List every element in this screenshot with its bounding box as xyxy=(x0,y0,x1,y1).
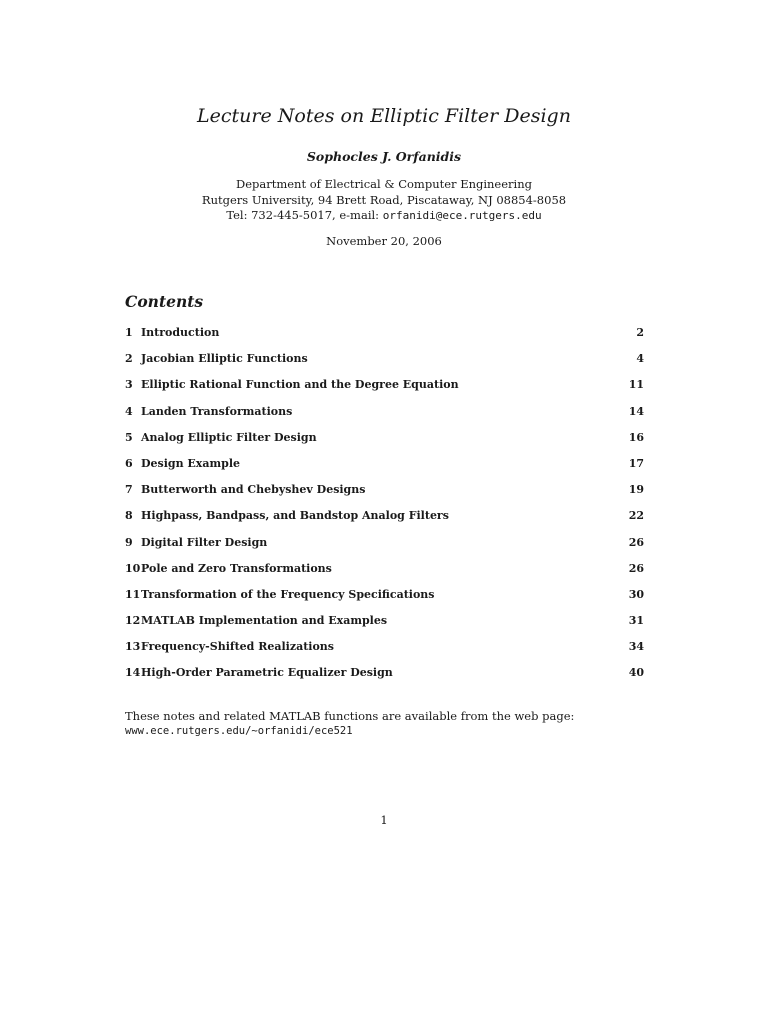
toc-entry[interactable] xyxy=(125,325,645,351)
toc-entry[interactable] xyxy=(125,482,645,508)
toc-entry-number: 1 xyxy=(125,326,133,339)
toc-entry[interactable] xyxy=(125,456,645,482)
toc-entry-page: 34 xyxy=(628,640,644,654)
toc-entry-page: 22 xyxy=(628,509,644,523)
toc-entry-page: 16 xyxy=(628,430,644,444)
toc-entry-number: 2 xyxy=(125,352,133,366)
toc-entry-title: Digital Filter Design xyxy=(141,535,268,549)
notes-url-link[interactable]: www.ece.rutgers.edu/~orfanidi/ece521 xyxy=(125,725,353,737)
toc-entry-number: 13 xyxy=(125,640,141,654)
toc-entry[interactable] xyxy=(125,508,645,534)
toc-entry-number: 11 xyxy=(125,587,141,601)
toc-entry-page: 31 xyxy=(628,614,644,628)
toc-entry-title: Pole and Zero Transformations xyxy=(141,561,332,575)
toc-entry-page: 14 xyxy=(628,404,644,418)
toc-entry-title: Introduction xyxy=(141,326,220,339)
toc-entry-title: Jacobian Elliptic Functions xyxy=(141,352,308,366)
contents-heading: Contents xyxy=(125,292,204,311)
toc-entry-number: 3 xyxy=(125,378,133,392)
toc-entry-number: 10 xyxy=(125,561,141,575)
toc-entry[interactable] xyxy=(125,587,645,613)
toc-entry-title: Analog Elliptic Filter Design xyxy=(141,430,317,444)
toc-entry-number: 9 xyxy=(125,535,133,549)
toc-entry-page: 26 xyxy=(628,535,644,549)
toc-entry[interactable] xyxy=(125,639,645,665)
author-name: Sophocles J. Orfanidis xyxy=(306,149,462,164)
toc-entry-title: High-Order Parametric Equalizer Design xyxy=(141,666,393,680)
tel-text: Tel: 732-445-5017, e-mail: xyxy=(226,208,383,222)
toc-entry-page: 2 xyxy=(636,326,644,339)
toc-entry[interactable] xyxy=(125,430,645,456)
table-of-contents xyxy=(125,325,645,692)
toc-entry-number: 6 xyxy=(125,456,133,470)
toc-entry[interactable] xyxy=(125,377,645,403)
toc-entry-page: 30 xyxy=(628,587,644,601)
toc-entry[interactable] xyxy=(125,535,645,561)
toc-entry-number: 4 xyxy=(125,404,133,418)
document-date: November 20, 2006 xyxy=(326,234,442,248)
toc-entry-page: 11 xyxy=(628,378,644,392)
notes-text: These notes and related MATLAB functions are available from the web page: xyxy=(125,709,575,723)
toc-entry-title: Design Example xyxy=(141,456,241,470)
toc-entry-number: 7 xyxy=(125,483,133,497)
toc-entry-number: 8 xyxy=(125,509,133,523)
contact-line xyxy=(0,208,768,224)
toc-entry-number: 14 xyxy=(125,666,141,680)
document-title: Lecture Notes on Elliptic Filter Design xyxy=(197,105,571,127)
toc-entry-title: Frequency-Shifted Realizations xyxy=(141,640,334,654)
toc-entry-number: 5 xyxy=(125,430,133,444)
affiliation-block xyxy=(0,177,768,224)
toc-entry[interactable] xyxy=(125,613,645,639)
toc-entry-title: Transformation of the Frequency Specifications xyxy=(141,587,435,601)
toc-entry[interactable] xyxy=(125,351,645,377)
toc-entry-page: 19 xyxy=(628,483,644,497)
notes-block xyxy=(125,709,574,739)
toc-entry-page: 4 xyxy=(636,352,644,366)
toc-entry-number: 12 xyxy=(125,614,141,628)
toc-entry-title: Landen Transformations xyxy=(141,404,293,418)
toc-entry[interactable] xyxy=(125,561,645,587)
toc-entry-title: MATLAB Implementation and Examples xyxy=(141,614,388,628)
address-line: Rutgers University, 94 Brett Road, Piscataway, NJ 08854-8058 xyxy=(201,192,567,207)
toc-entry[interactable] xyxy=(125,404,645,430)
email-link[interactable]: orfanidi@ece.rutgers.edu xyxy=(382,209,542,222)
toc-entry[interactable] xyxy=(125,665,645,691)
toc-entry-page: 40 xyxy=(628,666,644,680)
toc-entry-title: Elliptic Rational Function and the Degree Equation xyxy=(141,378,459,392)
department-line: Department of Electrical & Computer Engineering xyxy=(235,177,532,191)
toc-entry-title: Butterworth and Chebyshev Designs xyxy=(141,483,366,497)
toc-entry-page: 17 xyxy=(628,456,644,470)
toc-entry-title: Highpass, Bandpass, and Bandstop Analog Filters xyxy=(141,509,449,523)
page-number: 1 xyxy=(380,813,388,827)
toc-entry-page: 26 xyxy=(628,561,644,575)
